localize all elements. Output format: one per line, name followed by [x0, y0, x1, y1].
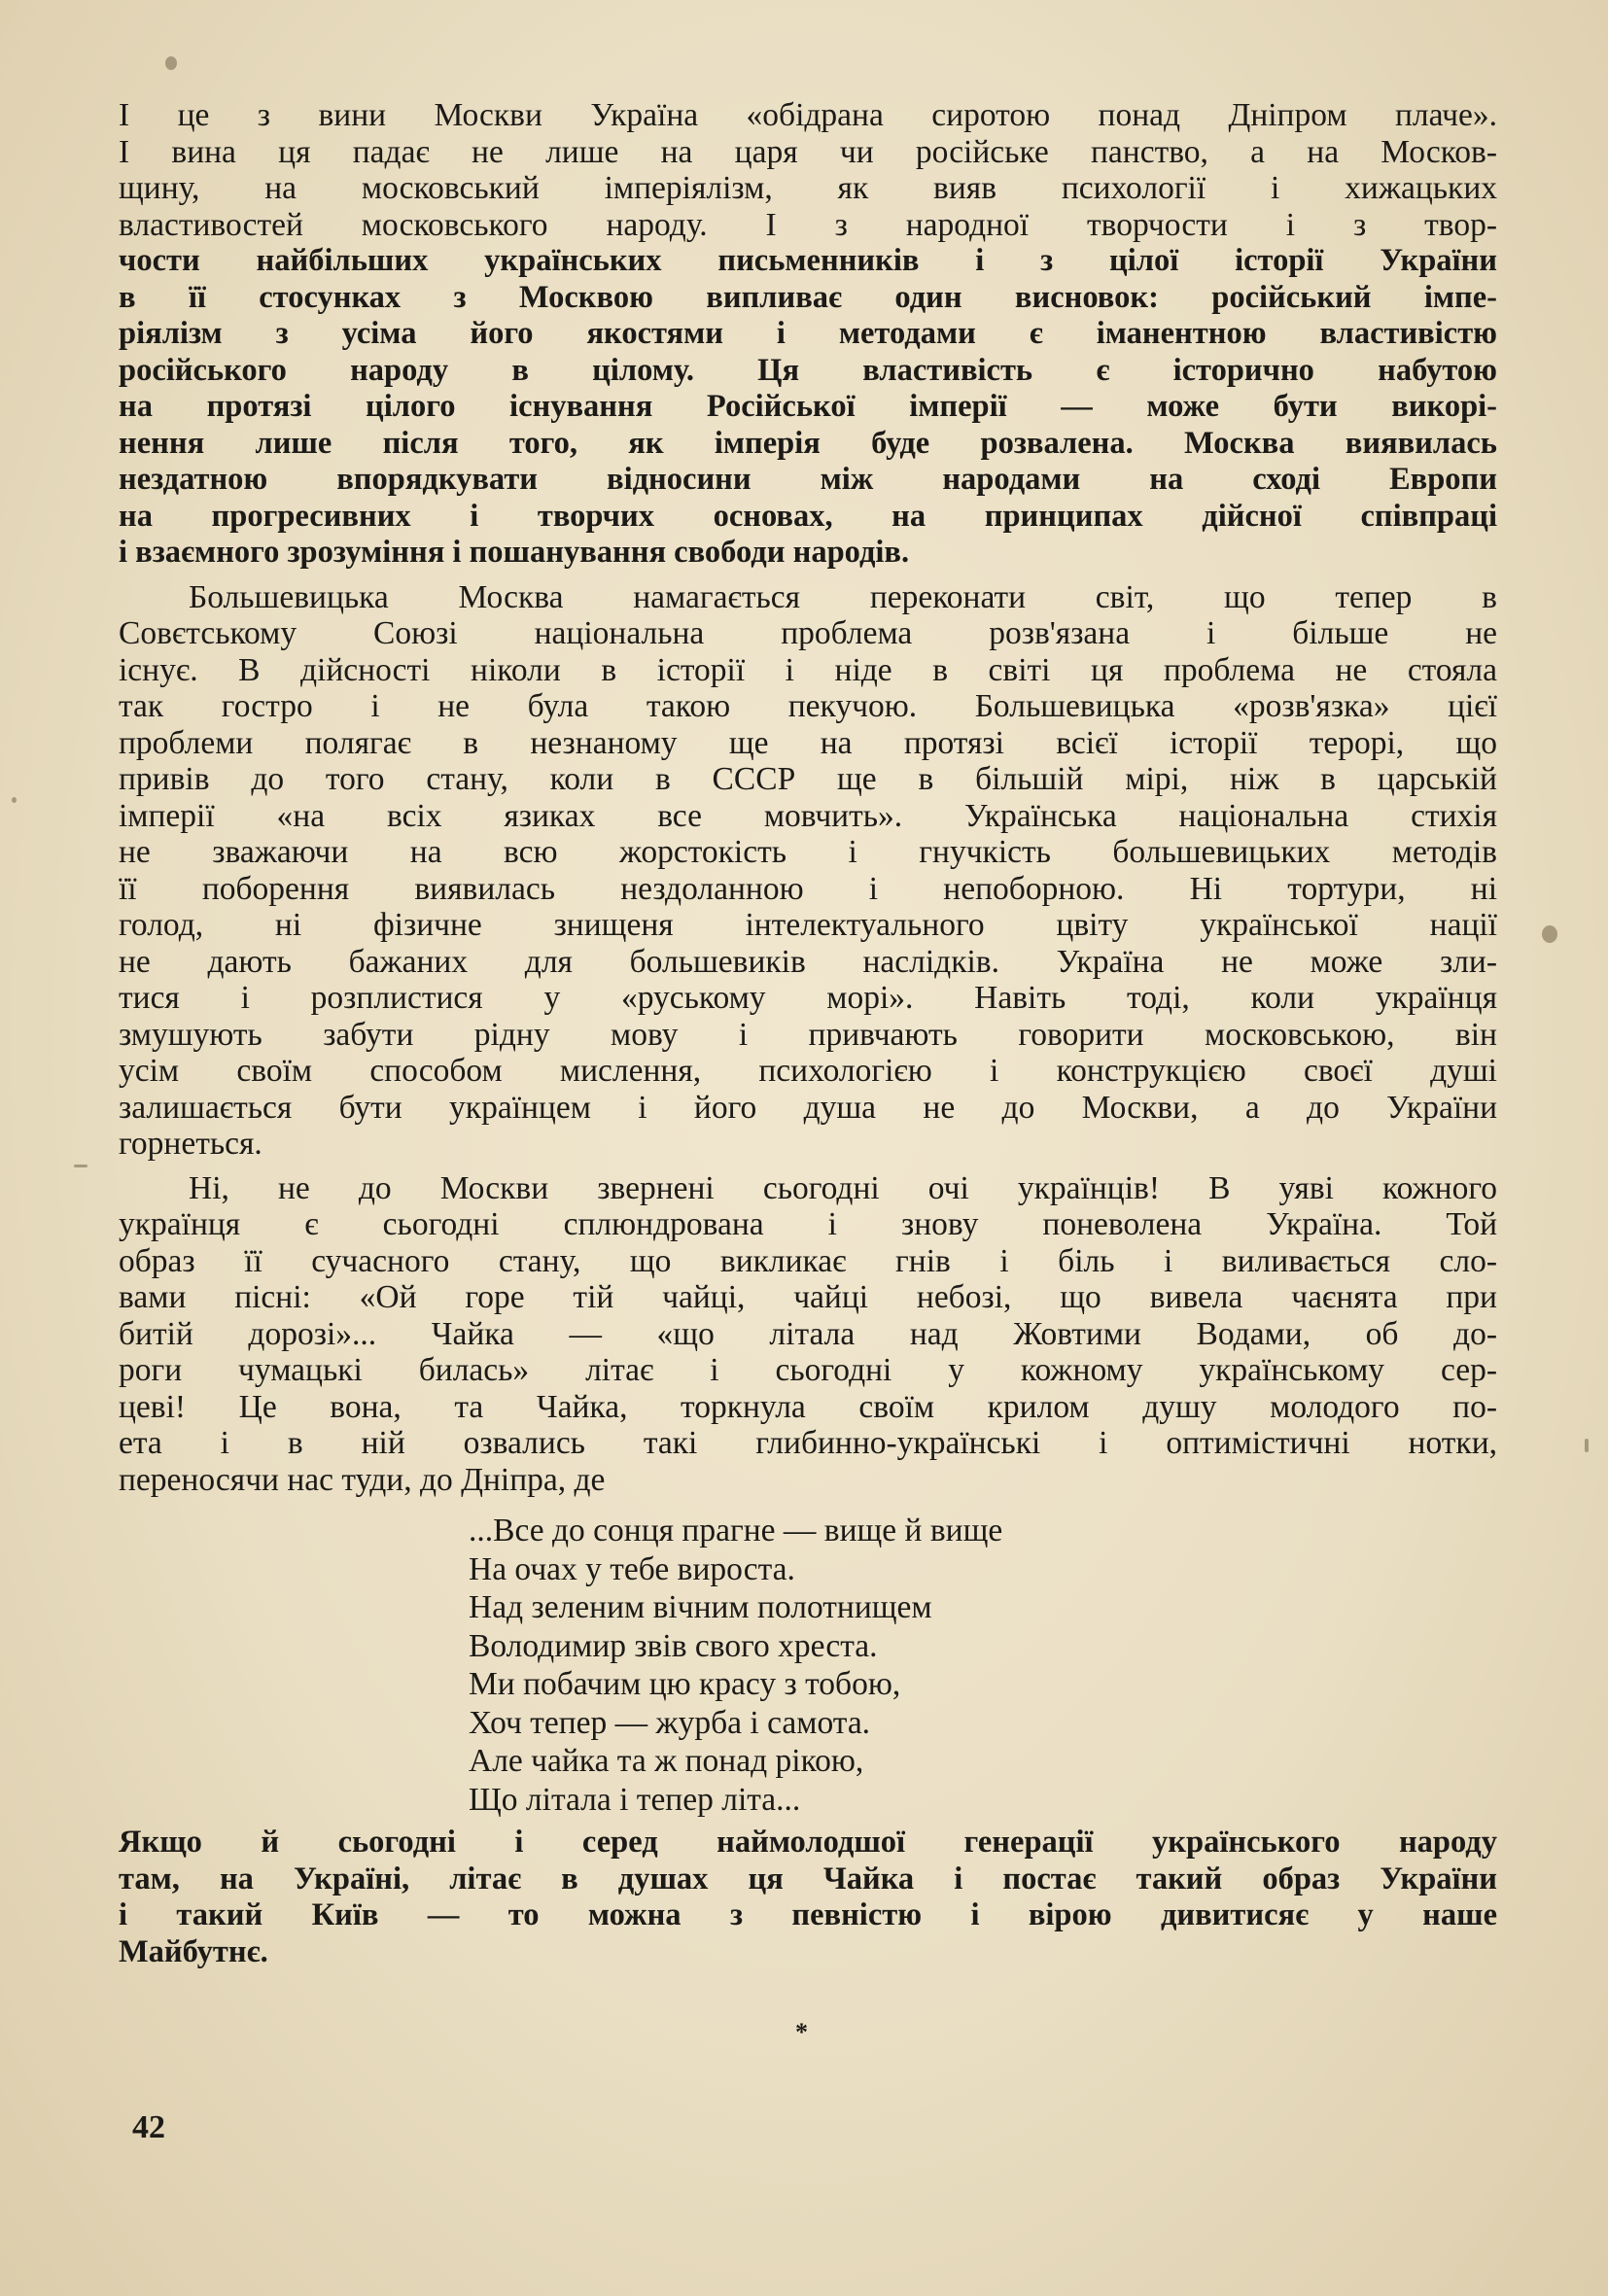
text-line: там, на Україні, літає в душах ця Чайка і постає такий образ України [119, 1861, 1497, 1896]
text-line: на прогресивних і творчих основах, на принципах дійсної співпраці [119, 498, 1497, 534]
paper-speck [1585, 1439, 1589, 1452]
text-line: І вина ця падає не лише на царя чи російське панство, а на Москов- [119, 133, 1497, 170]
text-line: залишається бути українцем і його душа не до Москви, а до України [119, 1089, 1497, 1126]
text-line: так гостро і не була такою пекучою. Большевицька «розв'язка» цієї [119, 688, 1497, 724]
text-line: Большевицька Москва намагається переконати світ, що тепер в [189, 578, 1497, 615]
text-line: нення лише після того, як імперія буде розвалена. Москва виявилась [119, 425, 1497, 461]
text-line: властивостей московського народу. І з народної творчости і з твор- [119, 206, 1497, 243]
text-line: на протязі цілого існування Російської імперії — може бути викорі- [119, 389, 1497, 424]
text-line: Якщо й сьогодні і серед наймолодшої генерації українського народу [119, 1825, 1497, 1860]
text-line: ріялізм з усіма його якостями і методами є іманентною властивістю [119, 316, 1497, 351]
paper-speck [12, 797, 17, 803]
text-line: тися і розплистися у «руському морі». Навіть тоді, коли українця [119, 980, 1497, 1016]
text-line: в її стосунках з Москвою випливає один висновок: російський імпе- [119, 279, 1497, 315]
text-line: ета і в ній озвались такі глибинно-українські і оптимістичні нотки, [119, 1425, 1497, 1461]
text-line: цеві! Це вона, та Чайка, торкнула своїм крилом душу молодого по- [119, 1388, 1497, 1425]
text-line: її поборення виявилась нездоланною і непоборною. Ні тортури, ні [119, 870, 1497, 907]
paper-speck [165, 56, 177, 70]
poem-line: Над зеленим вічним полотнищем [469, 1589, 932, 1625]
text-line: змушують забути рідну мову і привчають говорити московською, він [119, 1016, 1497, 1053]
text-line: щину, на московський імперіялізм, як вияв психології і хижацьких [119, 170, 1497, 206]
text-line: імперії «на всіх язиках все мовчить». Українська національна стихія [119, 797, 1497, 834]
text-line: не дають бажаних для большевиків наслідків. Україна не може зли- [119, 943, 1497, 980]
text-line: горнеться. [119, 1126, 262, 1162]
text-line: Совєтському Союзі національна проблема розв'язана і більше не [119, 615, 1497, 651]
text-line: проблеми полягає в незнаному ще на протязі всієї історії терорі, що [119, 724, 1497, 761]
text-line: російського народу в цілому. Ця властивість є історично набутою [119, 352, 1497, 388]
poem-line: Хоч тепер — журба і самота. [469, 1704, 871, 1741]
text-line: існує. В дійсності ніколи в історії і ніде в світі ця проблема не стояла [119, 651, 1497, 688]
poem-line: Що літала і тепер літа... [469, 1781, 801, 1818]
text-line: привів до того стану, коли в СССР ще в більшій мірі, ніж в царській [119, 761, 1497, 797]
closing-paragraph [119, 1825, 1497, 1970]
paragraph-gap [119, 572, 1497, 579]
text-line: роги чумацькі билась» літає і сьогодні у кожному українському сер- [119, 1352, 1497, 1388]
text-line: вами пісні: «Ой горе тій чайці, чайці небозі, що вивела чаєнята при [119, 1279, 1497, 1315]
text-line: Ні, не до Москви звернені сьогодні очі українців! В уяві кожного [189, 1169, 1497, 1206]
text-line: чости найбільших українських письменників і з цілої історії України [119, 243, 1497, 278]
text-line: не зважаючи на всю жорстокість і гнучкість большевицьких методів [119, 834, 1497, 870]
paragraph-2 [119, 579, 1497, 1163]
paragraph-1-emphasis [119, 243, 1497, 572]
text-line: Майбутнє. [119, 1933, 268, 1969]
page-number: 42 [132, 2109, 165, 2145]
paragraph-3 [119, 1170, 1497, 1499]
paragraph-gap [119, 1163, 1497, 1170]
text-line: переносячи нас туди, до Дніпра, де [119, 1461, 606, 1498]
text-line: і взаємного зрозуміння і пошанування свободи народів. [119, 535, 910, 570]
text-line: усім своїм способом мислення, психологією і конструкцією своєї душі [119, 1053, 1497, 1089]
paper-speck [1542, 925, 1557, 943]
body-text [119, 97, 1497, 1970]
text-line: образ її сучасного стану, що викликає гнів і біль і виливається сло- [119, 1242, 1497, 1279]
text-line: нездатною впорядкувати відносини між народами на сході Европи [119, 462, 1497, 497]
text-line: І це з вини Москви Україна «обідрана сиротою понад Дніпром плаче». [119, 97, 1497, 133]
text-line: українця є сьогодні сплюндрована і знову поневолена Україна. Той [119, 1206, 1497, 1242]
section-ornament: * [795, 2018, 808, 2046]
poem-line: Але чайка та ж понад рікою, [469, 1743, 864, 1779]
poem-line: ...Все до сонця прагне — вище й вище [469, 1513, 1003, 1548]
poem-line: Ми побачим цю красу з тобою, [469, 1666, 901, 1702]
poem-line: Володимир звів свого хреста. [469, 1627, 878, 1664]
poem-quote [469, 1512, 1497, 1819]
paper-speck [74, 1165, 87, 1167]
poem-line: На очах у тебе вироста. [469, 1550, 795, 1587]
paragraph-1 [119, 97, 1497, 243]
text-line: голод, ні фізичне знищеня інтелектуального цвіту української нації [119, 907, 1497, 943]
text-line: і такий Київ — то можна з певністю і вірою дивитисяє у наше [119, 1897, 1497, 1932]
text-line: битій дорозі»... Чайка — «що літала над Жовтими Водами, об до- [119, 1315, 1497, 1352]
